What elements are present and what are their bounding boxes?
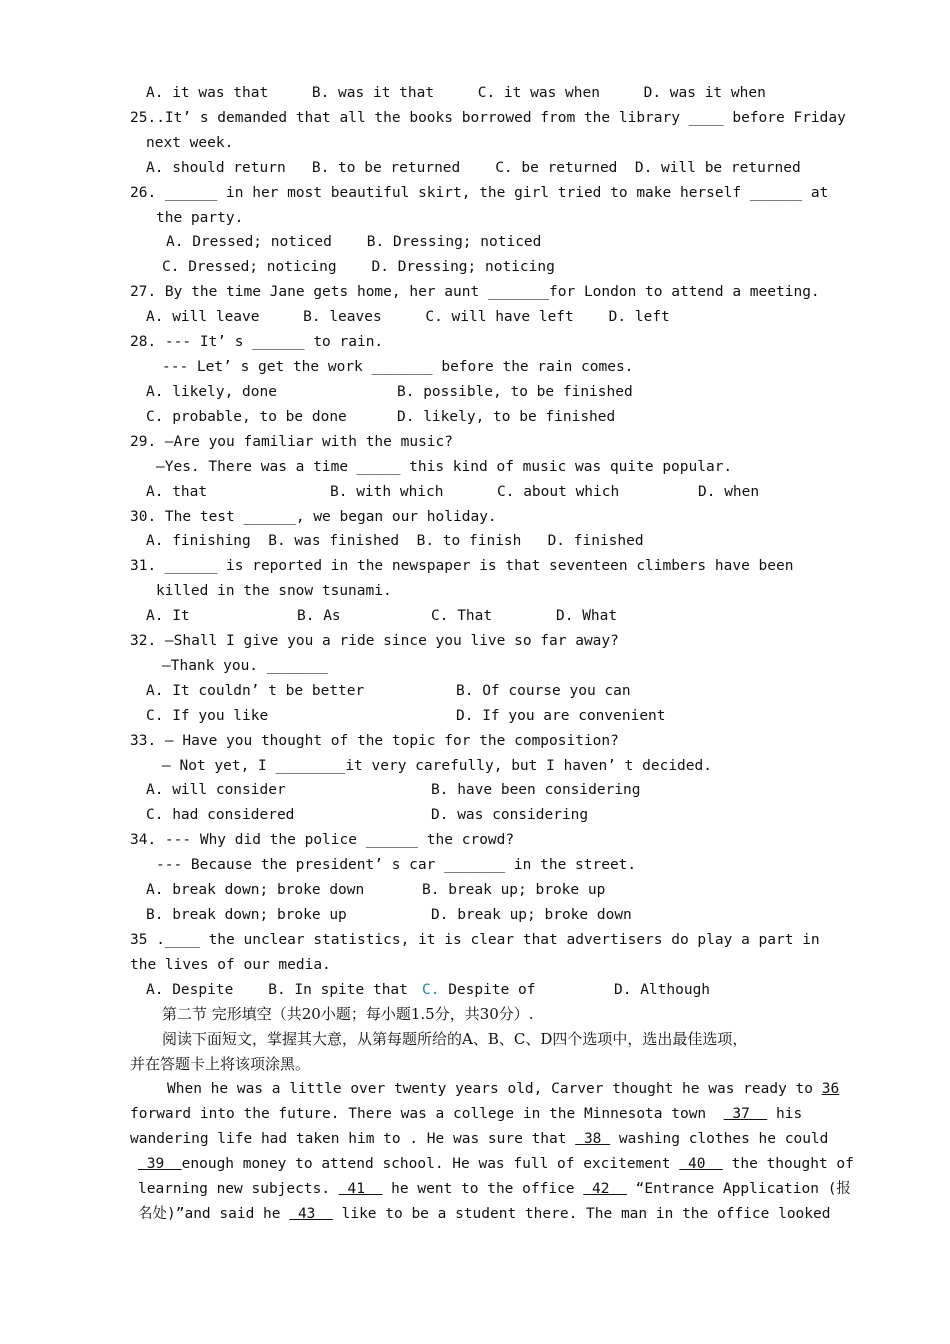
q31-option-c: C. That	[431, 608, 493, 624]
passage-line-2	[130, 1105, 802, 1123]
q30-stem: 30. The test ______, we began our holiday.	[130, 509, 497, 525]
passage-text: forward into the future. There was a college in the Minnesota town	[130, 1106, 724, 1122]
section-instructions-cont: 并在答题卡上将该项涂黑。	[130, 1055, 311, 1073]
passage-line-6	[138, 1205, 830, 1223]
q29-option-b: B. with which	[330, 484, 444, 500]
q35-stem: 35 .____ the unclear statistics, it is clear that advertisers do play a part in	[130, 932, 820, 948]
q28-option-c: C. probable, to be done	[146, 409, 347, 425]
q32-stem: 32. —Shall I give you a ride since you live so far away?	[130, 633, 619, 649]
q25-stem-cont: next week.	[146, 135, 234, 151]
q34-stem: 34. --- Why did the police ______ the crowd?	[130, 832, 515, 848]
q35-options-ab: A. Despite B. In spite that	[146, 982, 408, 998]
q29-option-a: A. that	[146, 484, 208, 500]
q26-options-ab: A. Dressed; noticed B. Dressing; noticed	[166, 234, 542, 250]
q28-option-d: D. likely, to be finished	[397, 409, 616, 425]
passage-text: the thought of	[722, 1156, 854, 1172]
q34-option-c: B. break down; broke up	[146, 907, 347, 923]
q26-options-cd: C. Dressed; noticing D. Dressing; noticing	[162, 259, 555, 275]
q31-option-d: D. What	[556, 608, 618, 624]
blank-38: 38	[575, 1131, 611, 1147]
blank-40: 40	[679, 1156, 723, 1172]
blank-42: 42	[583, 1181, 627, 1197]
passage-text: his	[767, 1106, 803, 1122]
q33-stem-cont: — Not yet, I ________it very carefully, but I haven’ t decided.	[162, 758, 712, 774]
q34-stem-cont: --- Because the president’ s car _______ in the street.	[156, 857, 637, 873]
passage-text: like to be a student there. The man in the office looked	[332, 1206, 831, 1222]
q29-stem-cont: —Yes. There was a time _____ this kind of music was quite popular.	[156, 459, 733, 475]
q27-options: A. will leave B. leaves C. will have left D. left	[146, 309, 670, 325]
q32-option-d: D. If you are convenient	[456, 708, 666, 724]
q26-stem: 26. ______ in her most beautiful skirt, the girl tried to make herself ______ at	[130, 185, 829, 201]
q35-option-c-text: Despite of	[439, 982, 536, 998]
q31-option-a: A. It	[146, 608, 190, 624]
q33-stem: 33. — Have you thought of the topic for the composition?	[130, 733, 619, 749]
q35-options-c	[422, 981, 536, 999]
q31-stem-cont: killed in the snow tsunami.	[156, 583, 392, 599]
q25-stem: 25..It’ s demanded that all the books borrowed from the library ____ before Friday	[130, 110, 846, 126]
q33-option-c: C. had considered	[146, 807, 295, 823]
passage-line-5	[138, 1180, 851, 1198]
q29-option-c: C. about which	[497, 484, 620, 500]
blank-41: 41	[338, 1181, 383, 1197]
passage-text: “Entrance Application (报	[626, 1181, 851, 1197]
q32-stem-cont: —Thank you. _______	[162, 658, 328, 674]
blank-39: 39	[138, 1156, 182, 1172]
passage-line-1	[167, 1080, 839, 1098]
q28-option-a: A. likely, done	[146, 384, 277, 400]
blank-36: 36	[821, 1081, 840, 1097]
q32-option-b: B. Of course you can	[456, 683, 631, 699]
q33-option-d: D. was considering	[431, 807, 589, 823]
q31-option-b: B. As	[297, 608, 341, 624]
q35-option-c-letter: C.	[422, 982, 440, 998]
q27-stem: 27. By the time Jane gets home, her aunt _______for London to attend a meeting.	[130, 284, 820, 300]
q35-option-d: D. Although	[614, 982, 711, 998]
passage-text: washing clothes he could	[610, 1131, 829, 1147]
blank-37: 37	[723, 1106, 768, 1122]
blank-43: 43	[289, 1206, 333, 1222]
q34-option-b: B. break up; broke up	[422, 882, 606, 898]
q29-stem: 29. —Are you familiar with the music?	[130, 434, 454, 450]
q28-option-b: B. possible, to be finished	[397, 384, 633, 400]
q31-stem: 31. ______ is reported in the newspaper is that seventeen climbers have been	[130, 558, 794, 574]
passage-text: When he was a little over twenty years old, Carver thought he was ready to	[167, 1081, 822, 1097]
passage-text: 名处)”and said he	[138, 1206, 290, 1222]
q33-option-b: B. have been considering	[431, 782, 641, 798]
passage-line-3	[130, 1130, 828, 1148]
q34-option-d: D. break up; broke down	[431, 907, 632, 923]
passage-text: he went to the office	[382, 1181, 584, 1197]
q30-options: A. finishing B. was finished B. to finish D. finished	[146, 533, 644, 549]
q35-stem-cont: the lives of our media.	[130, 957, 331, 973]
q29-option-d: D. when	[698, 484, 760, 500]
q28-stem-cont: --- Let’ s get the work _______ before the rain comes.	[162, 359, 634, 375]
q26-stem-cont: the party.	[156, 210, 244, 226]
passage-text: wandering life had taken him to . He was sure that	[130, 1131, 576, 1147]
q28-stem: 28. --- It’ s ______ to rain.	[130, 334, 384, 350]
passage-text: learning new subjects.	[138, 1181, 339, 1197]
section-heading: 第二节 完形填空（共20小题；每小题1.5分，共30分）.	[162, 1005, 534, 1023]
q25-options: A. should return B. to be returned C. be returned D. will be returned	[146, 160, 801, 176]
q32-option-a: A. It couldn’ t be better	[146, 683, 365, 699]
section-instructions: 阅读下面短文，掌握其大意，从第每题所给的A、B、C、D四个选项中，选出最佳选项，	[162, 1030, 748, 1048]
q24-options: A. it was that B. was it that C. it was when D. was it when	[146, 85, 766, 101]
passage-line-4	[138, 1155, 854, 1173]
passage-text: enough money to attend school. He was full of excitement	[181, 1156, 680, 1172]
q34-option-a: A. break down; broke down	[146, 882, 365, 898]
q33-option-a: A. will consider	[146, 782, 286, 798]
q32-option-c: C. If you like	[146, 708, 269, 724]
